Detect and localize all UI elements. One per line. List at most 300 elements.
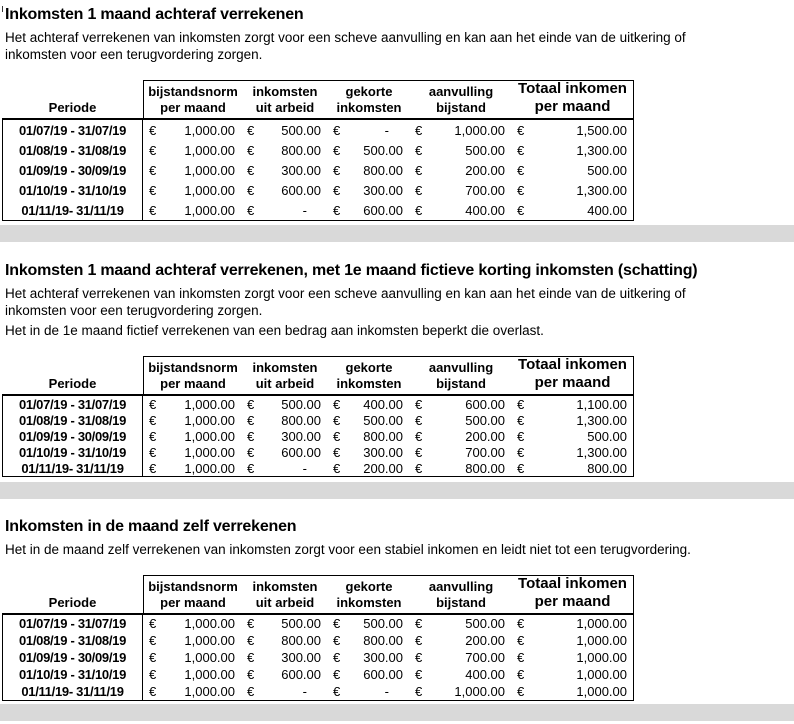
table-row — [3, 180, 633, 200]
euro-symbol: € — [247, 650, 255, 665]
amount-cell — [409, 666, 511, 683]
amount-value: 500.00 — [587, 428, 627, 444]
column-header — [144, 576, 242, 613]
euro-symbol: € — [415, 444, 423, 460]
periode-cell: 01/10/19 - 31/10/19 — [3, 666, 143, 683]
euro-symbol: € — [247, 182, 255, 198]
column-header-line1: aanvulling — [428, 579, 494, 594]
amount-cell — [143, 396, 241, 412]
separator-band — [0, 225, 794, 242]
euro-symbol: € — [149, 684, 157, 699]
periode-cell: 01/07/19 - 31/07/19 — [3, 615, 143, 632]
euro-symbol: € — [333, 182, 341, 198]
column-header-line1: inkomsten — [252, 579, 318, 594]
amount-cell — [327, 140, 409, 160]
periode-cell: 01/08/19 - 31/08/19 — [3, 632, 143, 649]
euro-symbol: € — [333, 667, 341, 682]
euro-symbol: € — [333, 412, 341, 428]
amount-cell — [327, 632, 409, 649]
column-header-line2: per maand — [534, 593, 611, 610]
column-header — [328, 357, 410, 394]
description-line: Het in de 1e maand fictief verrekenen van een bedrag aan inkomsten beperkt die overlast. — [5, 323, 544, 338]
euro-symbol: € — [415, 122, 423, 138]
euro-symbol: € — [333, 444, 341, 460]
amount-value: 1,000.00 — [454, 122, 505, 138]
column-header-line1: aanvulling — [428, 84, 494, 99]
amount-value: 1,000.00 — [184, 650, 235, 665]
euro-symbol: € — [149, 122, 157, 138]
column-header — [242, 81, 328, 118]
euro-symbol: € — [247, 667, 255, 682]
euro-symbol: € — [415, 650, 423, 665]
column-header-line1: aanvulling — [428, 360, 494, 375]
column-header-line2: inkomsten — [336, 100, 402, 115]
column-header-line1: gekorte — [345, 579, 393, 594]
column-header-line2: uit arbeid — [255, 595, 315, 610]
euro-symbol: € — [333, 460, 341, 476]
amount-value: 300.00 — [281, 428, 321, 444]
table-body — [2, 396, 634, 477]
amount-cell — [409, 649, 511, 666]
amount-value: 600.00 — [363, 667, 403, 682]
table-row — [3, 428, 633, 444]
amount-cell — [327, 683, 409, 700]
amount-cell — [143, 428, 241, 444]
amount-value: 200.00 — [465, 162, 505, 178]
euro-symbol: € — [333, 616, 341, 631]
amount-value: 1,000.00 — [576, 633, 627, 648]
euro-symbol: € — [517, 460, 525, 476]
euro-symbol: € — [149, 396, 157, 412]
amount-cell — [143, 160, 241, 180]
column-header-line2: bijstand — [436, 100, 486, 115]
euro-symbol: € — [517, 396, 525, 412]
amount-value: 500.00 — [281, 396, 321, 412]
euro-symbol: € — [247, 460, 255, 476]
amount-value: 800.00 — [587, 460, 627, 476]
amount-value: 800.00 — [363, 633, 403, 648]
amount-cell — [327, 396, 409, 412]
amount-cell — [511, 428, 633, 444]
amount-value: 600.00 — [363, 202, 403, 218]
periode-column-header: Periode — [48, 376, 97, 391]
amount-value: 300.00 — [363, 444, 403, 460]
amount-cell — [241, 632, 327, 649]
section-title: Inkomsten 1 maand achteraf verrekenen, met 1e maand fictieve korting inkomsten (schatting) — [5, 262, 698, 279]
euro-symbol: € — [247, 684, 255, 699]
column-header — [328, 81, 410, 118]
amount-value: - — [384, 684, 389, 699]
euro-symbol: € — [333, 202, 341, 218]
periode-cell: 01/10/19 - 31/10/19 — [3, 444, 143, 460]
euro-symbol: € — [415, 182, 423, 198]
euro-symbol: € — [415, 428, 423, 444]
column-header-line2: per maand — [160, 100, 226, 115]
amount-cell — [327, 666, 409, 683]
column-header — [410, 81, 512, 118]
amount-value: - — [384, 122, 389, 138]
column-header-line1: gekorte — [345, 84, 393, 99]
euro-symbol: € — [149, 142, 157, 158]
column-header-line1: Totaal inkomen — [518, 80, 627, 97]
amount-value: 200.00 — [363, 460, 403, 476]
amount-value: 800.00 — [281, 412, 321, 428]
column-header — [242, 576, 328, 613]
euro-symbol: € — [517, 616, 525, 631]
amount-value: 1,300.00 — [576, 142, 627, 158]
table-body — [2, 615, 634, 701]
amount-value: 1,000.00 — [184, 444, 235, 460]
amount-cell — [409, 428, 511, 444]
amount-value: 1,000.00 — [184, 122, 235, 138]
amount-value: 1,000.00 — [184, 162, 235, 178]
amount-value: 800.00 — [281, 142, 321, 158]
amount-value: 500.00 — [363, 142, 403, 158]
amount-cell — [143, 200, 241, 220]
euro-symbol: € — [333, 684, 341, 699]
euro-symbol: € — [149, 162, 157, 178]
column-header-line2: bijstand — [436, 595, 486, 610]
section-inkomsten-achteraf — [0, 6, 794, 242]
section-title: Inkomsten 1 maand achteraf verrekenen — [5, 6, 304, 23]
column-header-line1: bijstandsnorm — [148, 579, 238, 594]
euro-symbol: € — [149, 460, 157, 476]
column-header-line2: bijstand — [436, 376, 486, 391]
amount-value: 1,000.00 — [576, 650, 627, 665]
amount-value: 700.00 — [465, 182, 505, 198]
amount-cell — [409, 412, 511, 428]
amount-cell — [511, 160, 633, 180]
amount-value: 500.00 — [363, 412, 403, 428]
amount-value: 300.00 — [363, 650, 403, 665]
amount-cell — [409, 683, 511, 700]
euro-symbol: € — [517, 444, 525, 460]
euro-symbol: € — [149, 650, 157, 665]
column-header-line2: uit arbeid — [255, 376, 315, 391]
euro-symbol: € — [517, 428, 525, 444]
table-row — [3, 200, 633, 220]
euro-symbol: € — [247, 202, 255, 218]
amount-value: 1,000.00 — [184, 142, 235, 158]
amount-cell — [241, 649, 327, 666]
euro-symbol: € — [333, 633, 341, 648]
amount-cell — [327, 428, 409, 444]
amount-cell — [241, 666, 327, 683]
amount-value: 400.00 — [465, 667, 505, 682]
amount-cell — [327, 649, 409, 666]
amount-value: 500.00 — [281, 122, 321, 138]
income-table-achteraf — [2, 80, 634, 221]
separator-band — [0, 704, 794, 721]
table-row — [3, 649, 633, 666]
amount-cell — [409, 120, 511, 140]
amount-cell — [241, 460, 327, 476]
periode-cell: 01/09/19 - 30/09/19 — [3, 428, 143, 444]
column-header-line1: Totaal inkomen — [518, 575, 627, 592]
amount-cell — [511, 200, 633, 220]
periode-cell: 01/07/19 - 31/07/19 — [3, 396, 143, 412]
euro-symbol: € — [149, 202, 157, 218]
amount-cell — [511, 412, 633, 428]
euro-symbol: € — [517, 650, 525, 665]
amount-value: 400.00 — [363, 396, 403, 412]
amount-value: 1,000.00 — [184, 616, 235, 631]
amount-cell — [241, 140, 327, 160]
table-row — [3, 412, 633, 428]
column-header-line1: inkomsten — [252, 360, 318, 375]
amount-cell — [143, 444, 241, 460]
description-line: Het achteraf verrekenen van inkomsten zorgt voor een scheve aanvulling en kan aan het einde van de uitkering of — [5, 30, 686, 45]
column-header — [512, 357, 633, 394]
euro-symbol: € — [149, 428, 157, 444]
amount-value: - — [302, 202, 307, 218]
amount-cell — [511, 460, 633, 476]
amount-cell — [511, 396, 633, 412]
section-inkomsten-maand-zelf — [0, 518, 794, 721]
table-row — [3, 444, 633, 460]
amount-cell — [327, 615, 409, 632]
euro-symbol: € — [247, 142, 255, 158]
amount-value: 400.00 — [587, 202, 627, 218]
euro-symbol: € — [517, 182, 525, 198]
amount-cell — [143, 632, 241, 649]
amount-cell — [511, 649, 633, 666]
amount-cell — [409, 140, 511, 160]
amount-value: 800.00 — [465, 460, 505, 476]
amount-value: 200.00 — [465, 633, 505, 648]
amount-cell — [241, 160, 327, 180]
amount-cell — [241, 412, 327, 428]
euro-symbol: € — [333, 162, 341, 178]
euro-symbol: € — [517, 122, 525, 138]
amount-cell — [143, 649, 241, 666]
column-header — [410, 357, 512, 394]
amount-cell — [327, 160, 409, 180]
column-header-line2: inkomsten — [336, 376, 402, 391]
euro-symbol: € — [247, 444, 255, 460]
amount-value: 800.00 — [363, 428, 403, 444]
euro-symbol: € — [149, 633, 157, 648]
amount-cell — [241, 180, 327, 200]
amount-value: 500.00 — [587, 162, 627, 178]
amount-cell — [409, 180, 511, 200]
amount-value: 600.00 — [281, 182, 321, 198]
amount-value: 800.00 — [363, 162, 403, 178]
amount-cell — [241, 396, 327, 412]
column-header — [242, 357, 328, 394]
amount-cell — [327, 200, 409, 220]
amount-value: 300.00 — [363, 182, 403, 198]
euro-symbol: € — [149, 444, 157, 460]
euro-symbol: € — [415, 616, 423, 631]
euro-symbol: € — [415, 684, 423, 699]
amount-cell — [143, 460, 241, 476]
periode-cell: 01/11/19- 31/11/19 — [3, 200, 143, 220]
euro-symbol: € — [415, 633, 423, 648]
amount-cell — [327, 444, 409, 460]
amount-cell — [511, 120, 633, 140]
amount-cell — [409, 615, 511, 632]
amount-cell — [241, 444, 327, 460]
euro-symbol: € — [333, 122, 341, 138]
income-table-maand-zelf — [2, 575, 634, 701]
table-row — [3, 632, 633, 649]
amount-value: 1,000.00 — [184, 633, 235, 648]
amount-value: 1,300.00 — [576, 444, 627, 460]
column-header-line2: per maand — [160, 595, 226, 610]
periode-cell: 01/08/19 - 31/08/19 — [3, 412, 143, 428]
amount-value: 1,000.00 — [576, 684, 627, 699]
crop-artifact-border-mark — [2, 6, 3, 12]
euro-symbol: € — [333, 650, 341, 665]
amount-value: 400.00 — [465, 202, 505, 218]
amount-value: 1,300.00 — [576, 412, 627, 428]
column-header — [512, 576, 633, 613]
amount-cell — [241, 683, 327, 700]
periode-cell: 01/09/19 - 30/09/19 — [3, 160, 143, 180]
amount-cell — [409, 632, 511, 649]
table-row — [3, 460, 633, 476]
column-header-line2: per maand — [534, 374, 611, 391]
column-header-line1: bijstandsnorm — [148, 360, 238, 375]
amount-cell — [143, 120, 241, 140]
table-row — [3, 160, 633, 180]
table-header-row — [2, 356, 634, 396]
section-description — [0, 541, 794, 558]
amount-cell — [327, 412, 409, 428]
column-headers-box — [143, 80, 634, 118]
amount-cell — [143, 180, 241, 200]
description-line: Het in de maand zelf verrekenen van inkomsten zorgt voor een stabiel inkomen en leidt niet tot een terugvordering. — [5, 542, 691, 557]
amount-cell — [511, 615, 633, 632]
amount-cell — [327, 180, 409, 200]
amount-value: 500.00 — [363, 616, 403, 631]
amount-cell — [511, 444, 633, 460]
amount-value: 1,000.00 — [454, 684, 505, 699]
euro-symbol: € — [247, 633, 255, 648]
section-title: Inkomsten in de maand zelf verrekenen — [5, 518, 297, 535]
amount-cell — [143, 683, 241, 700]
euro-symbol: € — [247, 428, 255, 444]
amount-value: 500.00 — [465, 142, 505, 158]
amount-value: 1,000.00 — [184, 202, 235, 218]
amount-cell — [143, 140, 241, 160]
section-inkomsten-achteraf-schatting — [0, 262, 794, 499]
euro-symbol: € — [517, 142, 525, 158]
euro-symbol: € — [415, 396, 423, 412]
amount-value: 1,000.00 — [576, 616, 627, 631]
amount-cell — [241, 200, 327, 220]
amount-value: 1,100.00 — [576, 396, 627, 412]
description-line: Het achteraf verrekenen van inkomsten zorgt voor een scheve aanvulling en kan aan het einde van de uitkering of — [5, 286, 686, 301]
amount-cell — [409, 444, 511, 460]
euro-symbol: € — [517, 202, 525, 218]
amount-cell — [143, 666, 241, 683]
column-header — [512, 81, 633, 118]
column-header-line1: gekorte — [345, 360, 393, 375]
euro-symbol: € — [149, 616, 157, 631]
column-header-line1: Totaal inkomen — [518, 356, 627, 373]
euro-symbol: € — [517, 684, 525, 699]
amount-value: 1,500.00 — [576, 122, 627, 138]
euro-symbol: € — [149, 182, 157, 198]
euro-symbol: € — [517, 162, 525, 178]
table-header-row — [2, 575, 634, 615]
amount-cell — [409, 460, 511, 476]
periode-cell: 01/08/19 - 31/08/19 — [3, 140, 143, 160]
amount-cell — [511, 140, 633, 160]
amount-value: 600.00 — [281, 444, 321, 460]
amount-cell — [143, 615, 241, 632]
amount-cell — [409, 396, 511, 412]
amount-value: 1,000.00 — [184, 684, 235, 699]
column-header — [410, 576, 512, 613]
table-row — [3, 683, 633, 700]
euro-symbol: € — [333, 396, 341, 412]
euro-symbol: € — [415, 460, 423, 476]
amount-cell — [511, 180, 633, 200]
amount-value: 700.00 — [465, 444, 505, 460]
column-header — [328, 576, 410, 613]
amount-value: 700.00 — [465, 650, 505, 665]
periode-cell: 01/07/19 - 31/07/19 — [3, 120, 143, 140]
column-headers-box — [143, 575, 634, 613]
euro-symbol: € — [247, 162, 255, 178]
periode-column-header: Periode — [48, 100, 97, 115]
amount-value: - — [302, 460, 307, 476]
amount-value: 300.00 — [281, 650, 321, 665]
table-row — [3, 120, 633, 140]
euro-symbol: € — [517, 633, 525, 648]
euro-symbol: € — [333, 428, 341, 444]
amount-value: 200.00 — [465, 428, 505, 444]
amount-cell — [409, 200, 511, 220]
euro-symbol: € — [415, 162, 423, 178]
amount-cell — [511, 632, 633, 649]
periode-cell: 01/09/19 - 30/09/19 — [3, 649, 143, 666]
amount-cell — [241, 615, 327, 632]
amount-value: 800.00 — [281, 633, 321, 648]
amount-value: 1,000.00 — [184, 428, 235, 444]
amount-value: 1,000.00 — [184, 460, 235, 476]
table-header-row — [2, 80, 634, 120]
amount-value: 1,000.00 — [184, 182, 235, 198]
amount-cell — [327, 120, 409, 140]
column-header-line1: bijstandsnorm — [148, 84, 238, 99]
amount-cell — [327, 460, 409, 476]
euro-symbol: € — [517, 667, 525, 682]
euro-symbol: € — [247, 122, 255, 138]
amount-value: 600.00 — [465, 396, 505, 412]
table-body — [2, 120, 634, 221]
amount-value: 1,000.00 — [184, 667, 235, 682]
amount-cell — [241, 120, 327, 140]
euro-symbol: € — [415, 412, 423, 428]
table-row — [3, 615, 633, 632]
table-row — [3, 396, 633, 412]
description-line: inkomsten voor een terugvordering zorgen. — [5, 303, 263, 318]
table-row — [3, 666, 633, 683]
euro-symbol: € — [149, 412, 157, 428]
amount-value: 500.00 — [465, 616, 505, 631]
euro-symbol: € — [149, 667, 157, 682]
amount-value: - — [302, 684, 307, 699]
euro-symbol: € — [415, 142, 423, 158]
periode-column-header: Periode — [48, 595, 97, 610]
column-header-line2: per maand — [534, 98, 611, 115]
euro-symbol: € — [247, 396, 255, 412]
euro-symbol: € — [415, 202, 423, 218]
